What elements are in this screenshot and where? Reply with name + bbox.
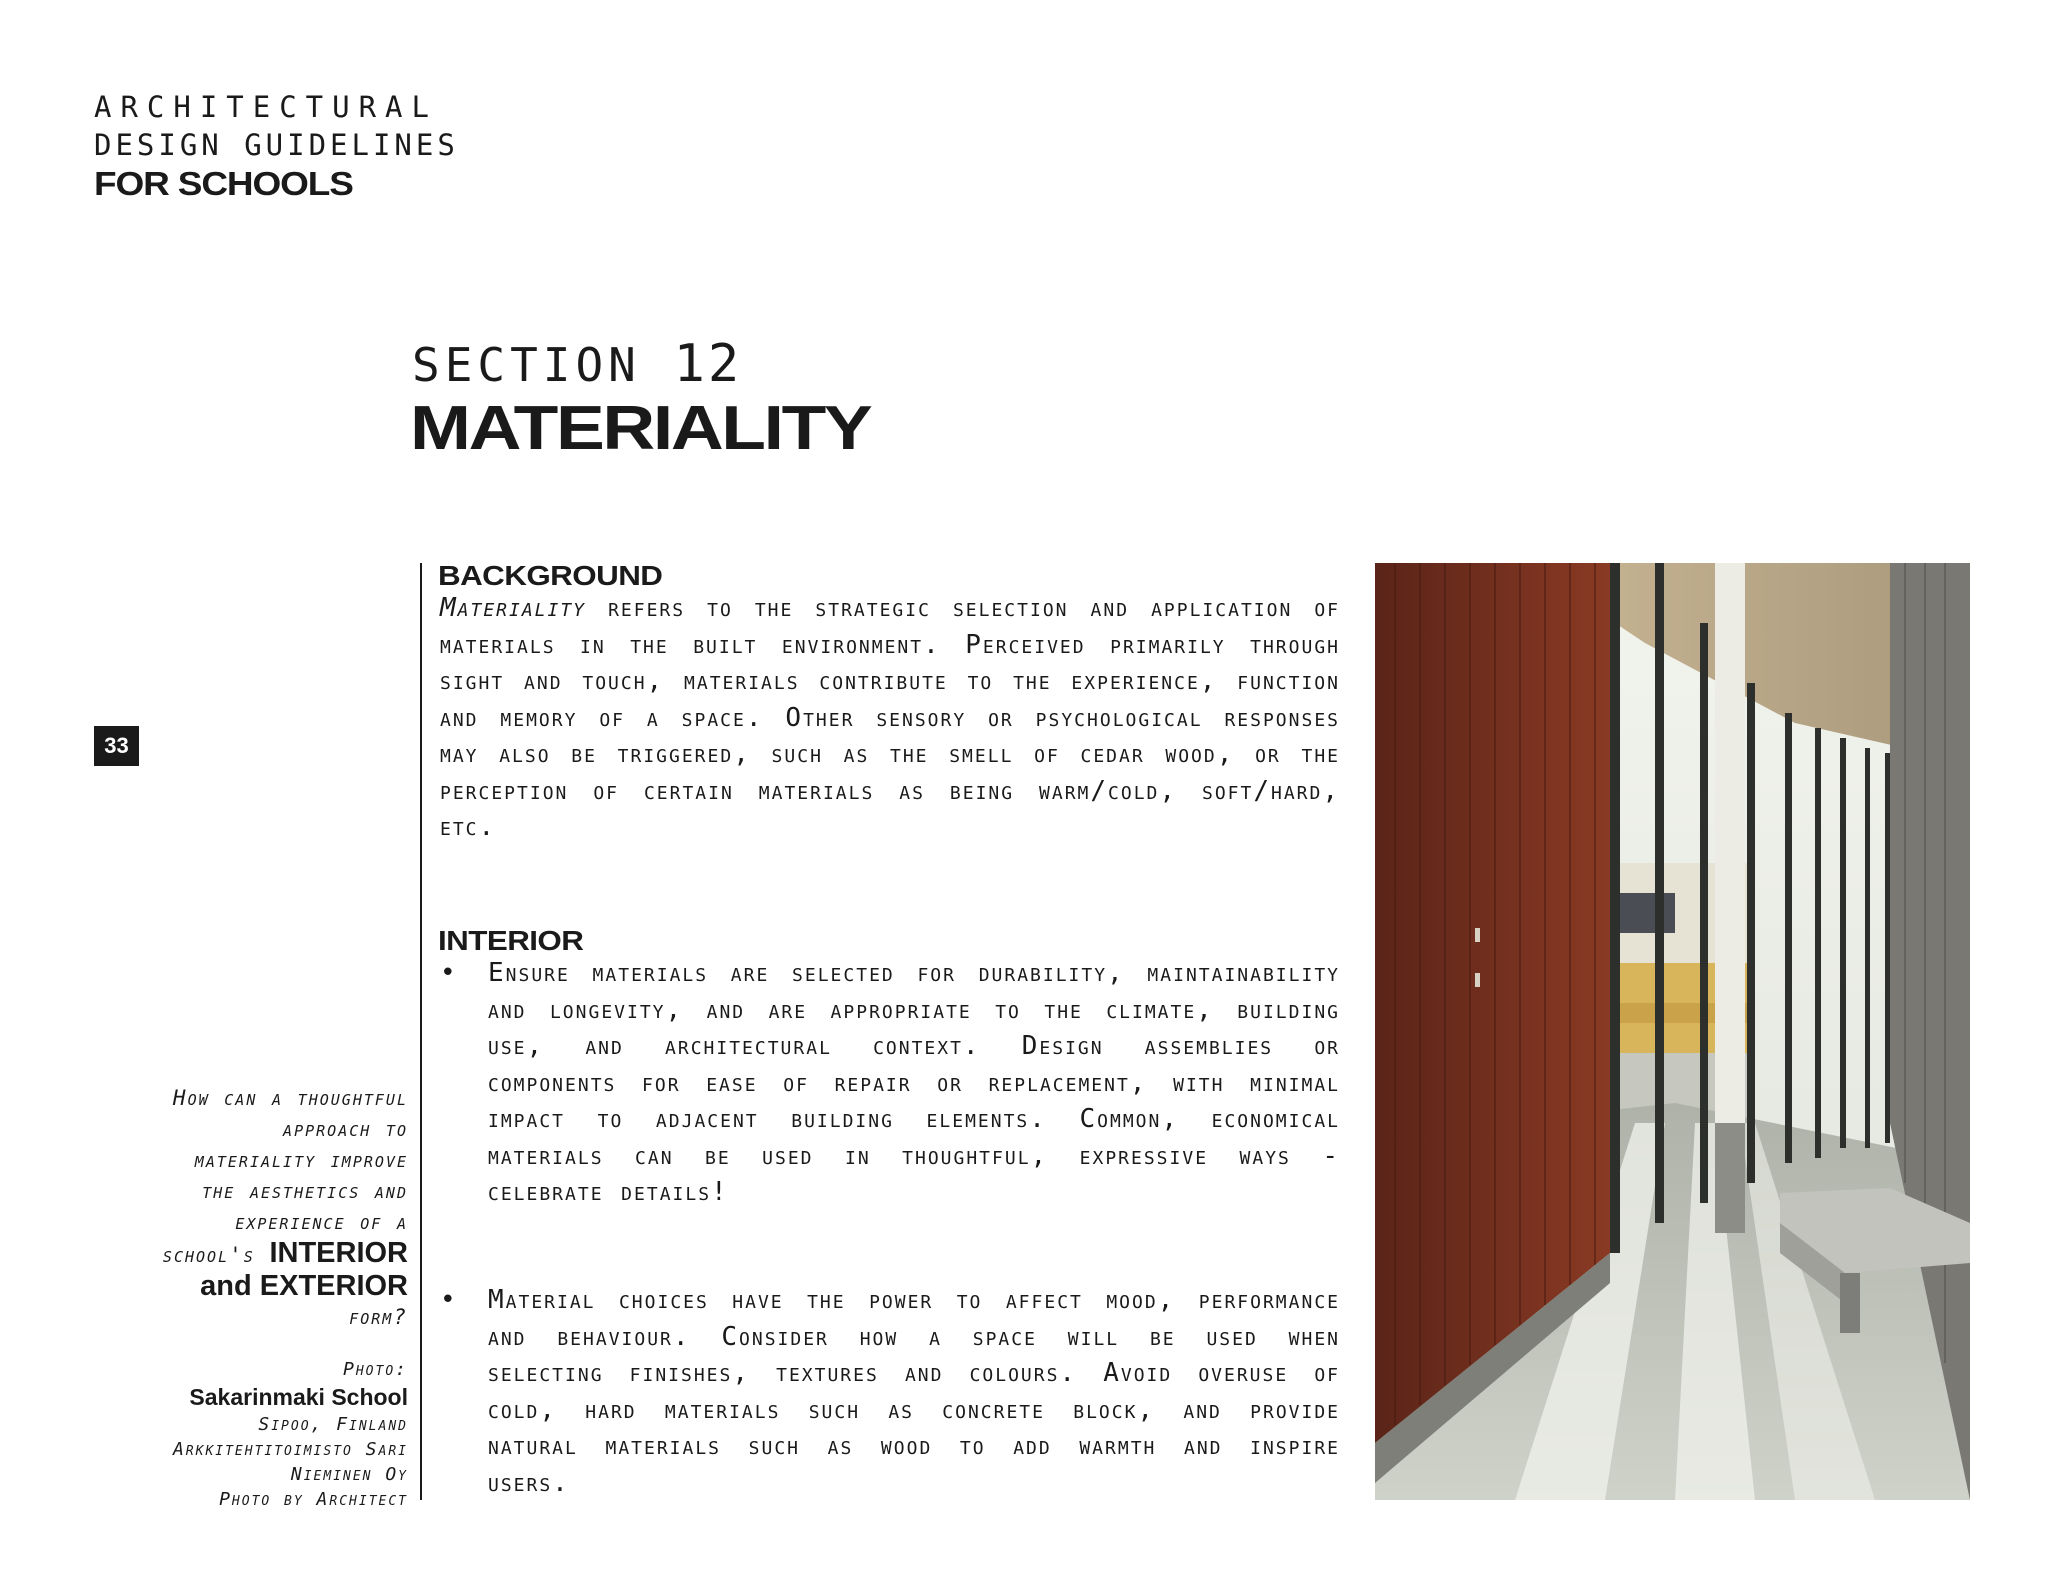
materiality-term: Materiality xyxy=(440,593,587,623)
bullet-text: Ensure materials are selected for durability, maintainability and longevity, and are appropriate to the climate, building use, and architectural context. Design assemblies or components for ease of repair or replacement, with minimal impact to adjacent building elements. Common, economical materials can be used in thoughtful, expressive ways - celebrate details! xyxy=(488,958,1340,1207)
photo-credit xyxy=(80,1357,408,1512)
question-line: materiality improve xyxy=(194,1148,408,1172)
photo-title: Sakarinmaki School xyxy=(189,1384,408,1410)
vertical-divider xyxy=(420,563,422,1500)
title-line-1: ARCHITECTURAL xyxy=(94,90,438,124)
photo-firm: Nieminen Oy xyxy=(290,1464,408,1485)
title-line-3: FOR SCHOOLS xyxy=(94,165,353,202)
bullet-icon: • xyxy=(440,1285,456,1315)
question-emphasis: and EXTERIOR xyxy=(200,1270,408,1302)
photo-location: Sipoo, Finland xyxy=(258,1414,408,1435)
list-item xyxy=(440,955,1340,1211)
photo-label: Photo: xyxy=(343,1359,408,1380)
background-heading: BACKGROUND xyxy=(438,560,663,591)
section-number: 12 xyxy=(673,334,743,394)
question-line: the aesthetics and xyxy=(202,1179,408,1203)
side-caption xyxy=(80,1083,408,1512)
section-title: MATERIALITY xyxy=(410,394,871,463)
photo-credit-line: Photo by Architect xyxy=(219,1489,408,1510)
bullet-icon: • xyxy=(440,958,456,988)
question-line: experience of a xyxy=(235,1210,408,1234)
photo-firm: Arkkitehtitoimisto Sari xyxy=(172,1439,408,1460)
question-line: How can a thoughtful xyxy=(172,1086,408,1110)
background-paragraph xyxy=(440,590,1340,846)
page-number-badge: 33 xyxy=(94,726,139,766)
background-body: refers to the strategic selection and application of materials in the built environment. Perceived primarily through sight and touch, materials contribute to the experience, function and memory of a space. Other sensory or psychological responses may also be triggered, such as the smell of cedar wood, or the perception of certain materials as being warm/cold, soft/hard, etc. xyxy=(440,593,1340,842)
interior-heading: INTERIOR xyxy=(438,925,584,956)
school-interior-photo xyxy=(1375,563,1970,1500)
section-word: SECTION xyxy=(412,338,641,392)
question-line: school's xyxy=(162,1243,255,1267)
question-emphasis: INTERIOR xyxy=(269,1237,408,1269)
section-label xyxy=(412,334,742,394)
bullet-text: Material choices have the power to affect mood, performance and behaviour. Consider how a space will be used when selecting finishes, textures and colours. Avoid overuse of cold, hard materials such as concrete block, and provide natural materials such as wood to add warmth and inspire users. xyxy=(488,1285,1340,1498)
question-line: approach to xyxy=(283,1117,408,1141)
document-title xyxy=(94,88,459,204)
title-line-2: DESIGN GUIDELINES xyxy=(94,128,459,162)
question-line: form? xyxy=(349,1305,408,1329)
guiding-question xyxy=(80,1083,408,1333)
list-item xyxy=(440,1282,1340,1501)
